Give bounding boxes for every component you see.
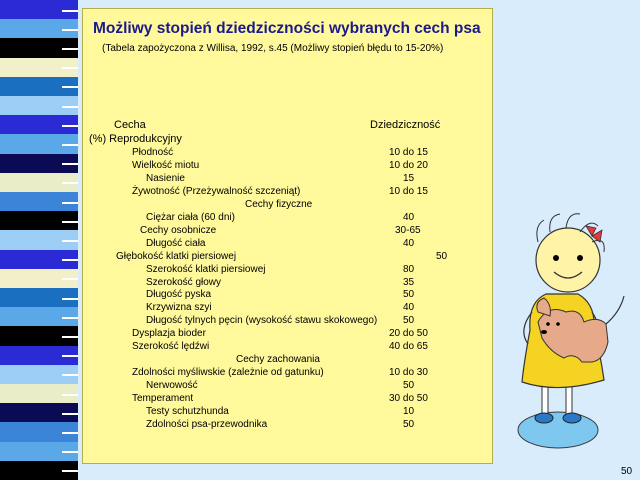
- table-row-value: 50: [403, 289, 415, 301]
- table-row-label: Wielkość miotu: [132, 159, 200, 171]
- stripe-tick: [62, 29, 78, 31]
- stripe-tick: [62, 163, 78, 165]
- table-row-value: 30 do 50: [389, 393, 428, 405]
- stripe-tick: [62, 10, 78, 12]
- table-row-label: Temperament: [132, 393, 194, 405]
- table-row-value: 10 do 30: [389, 367, 428, 379]
- table-row-value: 50: [403, 380, 415, 392]
- stripe-tick: [62, 470, 78, 472]
- table-row-value: 10 do 15: [389, 185, 428, 197]
- stripe-tick: [62, 106, 78, 108]
- stripe-tick: [62, 451, 78, 453]
- table-row-value: 50: [436, 250, 448, 262]
- stripe-tick: [62, 298, 78, 300]
- table-row-value: 20 do 50: [389, 328, 428, 340]
- table-row-value: 40: [403, 237, 415, 249]
- stripe-tick: [62, 86, 78, 88]
- table-row-value: 10: [403, 406, 415, 417]
- table-row-value: 35: [403, 276, 415, 288]
- table-row-label: Szerokość lędźwi: [132, 341, 210, 353]
- table-row-label: Nasienie: [146, 172, 185, 184]
- stripe-tick: [62, 317, 78, 319]
- stripe-tick: [62, 221, 78, 223]
- table-row-label: Testy schutzhunda: [146, 406, 229, 417]
- table-row-label: Cechy fizyczne: [245, 198, 313, 210]
- table-row-label: Szerokość klatki piersiowej: [146, 263, 266, 275]
- stripe-tick: [62, 374, 78, 376]
- header-trait: Cecha: [114, 119, 146, 131]
- table-row-label: Żywotność (Przeżywalność szczeniąt): [132, 185, 301, 197]
- table-row-label: Długość ciała: [146, 237, 206, 249]
- table-row-label: Nerwowość: [146, 380, 198, 392]
- stripe-tick: [62, 432, 78, 434]
- table-row-label: Długość pyska: [146, 289, 212, 301]
- table-row-label: Cechy osobnicze: [140, 224, 217, 236]
- stripe-tick: [62, 48, 78, 50]
- header-value: Dziedziczność: [370, 119, 441, 131]
- stripe-tick: [62, 394, 78, 396]
- stripe-tick: [62, 182, 78, 184]
- table-row-label: Długość tylnych pęcin (wysokość stawu skokowego): [146, 315, 378, 327]
- stripe-tick: [62, 67, 78, 69]
- table-row-value: 40 do 65: [389, 341, 428, 353]
- table-row-value: 40: [403, 302, 415, 314]
- table-row-label: Krzywizna szyi: [146, 302, 212, 314]
- stripe-tick: [62, 278, 78, 280]
- table-row-label: Głębokość klatki piersiowej: [116, 250, 237, 262]
- table-row-value: 40: [403, 211, 415, 223]
- slide-title: Możliwy stopień dziedziczności wybranych cech psa: [93, 20, 481, 37]
- stripe-tick: [62, 336, 78, 338]
- slide-number: 50: [621, 466, 633, 477]
- table-row-value: 10 do 15: [389, 147, 428, 158]
- stripe-tick: [62, 413, 78, 415]
- table-row-label: Płodność: [132, 147, 174, 158]
- stripe-tick: [62, 355, 78, 357]
- table-row-label: Zdolności psa-przewodnika: [146, 418, 268, 430]
- table-row-label: Dysplazja bioder: [132, 328, 206, 340]
- table-row-value: 50: [403, 418, 415, 430]
- table-row-label: Ciężar ciała (60 dni): [146, 211, 235, 223]
- table-row-value: 10 do 20: [389, 159, 428, 171]
- table-row-value: 50: [403, 315, 415, 327]
- decorative-stripe: [0, 0, 78, 480]
- slide-subtitle: (Tabela zapożyczona z Willisa, 1992, s.45 (Możliwy stopień błędu to 15-20%): [102, 43, 444, 54]
- girl-with-dog-illustration: [508, 212, 636, 462]
- stripe-tick: [62, 202, 78, 204]
- stripe-tick: [62, 125, 78, 127]
- table-row-label: Szerokość głowy: [146, 276, 222, 288]
- stripe-tick: [62, 144, 78, 146]
- table-row-label: Zdolności myśliwskie (zależnie od gatunku): [132, 367, 324, 379]
- header-unit: (%) Reprodukcyjny: [89, 133, 182, 145]
- table-row-value: 80: [403, 263, 415, 275]
- stripe-tick: [62, 240, 78, 242]
- table-row-label: Cechy zachowania: [236, 354, 320, 366]
- table-row-value: 15: [403, 172, 415, 184]
- stripe-tick: [62, 259, 78, 261]
- table-row-value: 30-65: [395, 224, 421, 236]
